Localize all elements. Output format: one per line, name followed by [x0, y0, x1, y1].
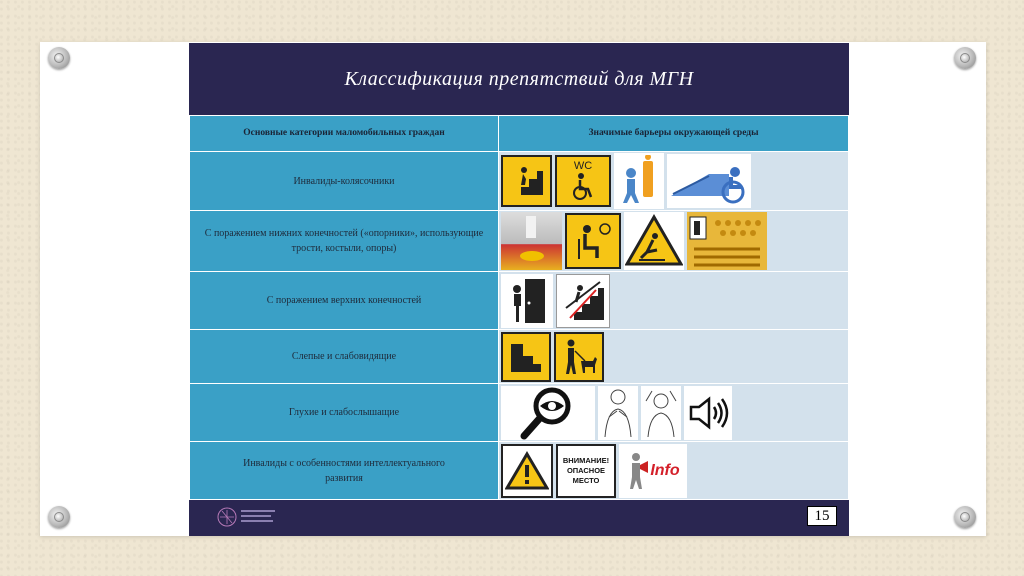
slide-title: Классификация препятствий для МГН [344, 68, 694, 90]
steps-sign-icon [501, 332, 551, 382]
category-cell: Инвалиды-колясочники [190, 152, 499, 211]
slip-warning-icon [624, 212, 684, 270]
category-cell: Инвалиды с особенностями интеллектуального развития [190, 442, 499, 500]
slide-footer [189, 498, 849, 536]
barriers-cell [499, 442, 849, 500]
table-header-row [190, 116, 849, 152]
table-row [190, 272, 849, 330]
stairs-sign-icon [501, 155, 552, 207]
slide [189, 43, 849, 536]
magnifier-eye-icon [501, 386, 595, 440]
wheelchair-ramp-icon [667, 154, 751, 208]
wc-wheelchair-sign-icon: WC [555, 155, 611, 207]
attention-line-3: МЕСТО [572, 475, 600, 485]
sign-language-icon [598, 386, 638, 440]
table-row [190, 330, 849, 384]
attention-sign-icon [556, 444, 616, 498]
barriers-cell [499, 384, 849, 442]
seated-person-sign-icon [565, 213, 621, 269]
category-cell: Глухие и слабослышащие [190, 384, 499, 442]
barriers-cell [499, 272, 849, 330]
table-row [190, 152, 849, 211]
pin-top-right [954, 47, 976, 69]
category-cell: Слепые и слабовидящие [190, 330, 499, 384]
header-categories: Основные категории маломобильных граждан [190, 116, 499, 152]
institute-logo-icon [217, 502, 279, 532]
attention-line-1: ВНИМАНИЕ! [562, 455, 610, 465]
info-megaphone-icon [619, 444, 687, 498]
pin-top-left [48, 47, 70, 69]
table-row [190, 384, 849, 442]
barriers-table [189, 115, 849, 500]
page-number: 15 [807, 506, 837, 526]
door-person-icon [501, 274, 553, 328]
category-cell: С поражением нижних конечностей («опорники», использующие трости, костыли, опоры) [190, 211, 499, 272]
category-cell: С поражением верхних конечностей [190, 272, 499, 330]
guide-dog-sign-icon [554, 332, 604, 382]
table-row [190, 211, 849, 272]
slippery-floor-photo-icon [501, 212, 562, 270]
pin-bottom-left [48, 506, 70, 528]
header-barriers: Значимые барьеры окружающей среды [499, 116, 849, 152]
stairs-handrail-icon [556, 274, 610, 328]
tactile-paving-icon [687, 212, 767, 270]
barriers-cell [499, 330, 849, 384]
table-row [190, 442, 849, 500]
info-label: Info [650, 461, 680, 479]
attention-line-2: ОПАСНОЕ [566, 465, 606, 475]
sign-language-alt-icon [641, 386, 681, 440]
barriers-cell [499, 211, 849, 272]
pin-bottom-right [954, 506, 976, 528]
info-person-icon [614, 153, 664, 209]
speaker-icon [684, 386, 732, 440]
warning-triangle-icon [501, 444, 553, 498]
barriers-cell [499, 152, 849, 211]
